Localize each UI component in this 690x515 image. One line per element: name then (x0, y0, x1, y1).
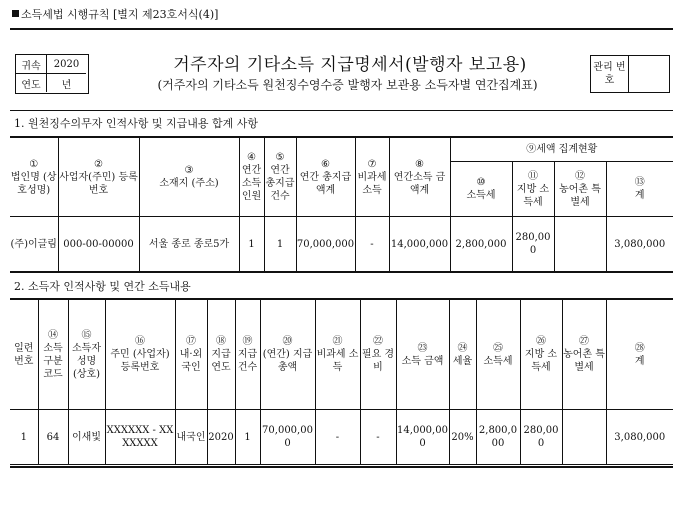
s1-header-total-paid: ⑥ 연간 총지급액계 (296, 138, 355, 217)
s2-cell-nationality: 내국인 (175, 410, 207, 465)
s2-header-income-tax: ㉕ 소득세 (476, 300, 520, 410)
s1-header-sum: ⑬ 계 (606, 162, 673, 217)
management-number-label: 관리 번호 (591, 56, 629, 92)
management-number-box (590, 55, 670, 93)
s2-header-sum: ㉘ 계 (606, 300, 673, 410)
s1-header-income-total: ⑧ 연간소득 금액계 (389, 138, 450, 217)
s2-header-nontaxable: ㉑ 비과세 소득 (315, 300, 360, 410)
s1-cell-local-tax: 280,000 (512, 217, 554, 272)
section-2-table (10, 299, 673, 465)
s1-header-address: ③ 소재지 (주소) (139, 138, 239, 217)
s1-header-corp-name: ① 법인명 (상호성명) (10, 138, 58, 217)
s1-header-rural-tax: ⑫ 농어촌 특별세 (554, 162, 606, 217)
management-number-value[interactable] (629, 56, 669, 92)
s2-cell-total-paid: 70,000,000 (260, 410, 315, 465)
s1-header-persons: ④ 연간 소득 인원 (239, 138, 264, 217)
s2-header-serial: 일련 번호 (10, 300, 38, 410)
s1-cell-total-paid: 70,000,000 (296, 217, 355, 272)
s1-cell-sum: 3,080,000 (606, 217, 673, 272)
s2-cell-income-amount: 14,000,000 (396, 410, 449, 465)
s1-cell-nontaxable: - (355, 217, 389, 272)
s1-cell-corp-name: (주)이글림 (10, 217, 58, 272)
form-frame (10, 28, 673, 468)
section-2-title-text: 2. 소득자 인적사항 및 연간 소득내용 (14, 279, 191, 293)
s2-header-total-paid: ⑳ (연간) 지급 총액 (260, 300, 315, 410)
s1-cell-reg-no: 000-00-00000 (58, 217, 139, 272)
square-bullet-icon (12, 10, 19, 17)
s2-cell-expenses: - (360, 410, 396, 465)
s2-cell-tax-rate: 20% (449, 410, 476, 465)
s2-cell-name: 이새빛 (68, 410, 105, 465)
s2-header-nationality: ⑰ 내·외국인 (175, 300, 207, 410)
year-value: 2020 (46, 55, 86, 74)
s2-cell-serial: 1 (10, 410, 38, 465)
s2-header-code: ⑭ 소득 구분 코드 (38, 300, 68, 410)
s2-header-tax-rate: ㉔ 세율 (449, 300, 476, 410)
s2-cell-sum: 3,080,000 (606, 410, 673, 465)
s1-cell-income-total: 14,000,000 (389, 217, 450, 272)
form-caption (12, 6, 218, 22)
section-2-title (10, 272, 673, 299)
s2-header-pay-count: ⑲ 지급 건수 (235, 300, 260, 410)
s1-header-nontaxable: ⑦ 비과세 소득 (355, 138, 389, 217)
s1-header-local-tax: ⑪ 지방 소득세 (512, 162, 554, 217)
s1-cell-income-tax: 2,800,000 (450, 217, 512, 272)
s1-header-income-tax: ⑩ 소득세 (450, 162, 512, 217)
s2-cell-pay-count: 1 (235, 410, 260, 465)
s1-header-count: ⑤ 연간 총지급 건수 (264, 138, 296, 217)
s1-header-reg-no: ② 사업자(주민) 등록번호 (58, 138, 139, 217)
s2-header-local-tax: ㉖ 지방 소득세 (520, 300, 562, 410)
attribution-year-box (15, 54, 89, 94)
year-label-2: 연도 (21, 79, 41, 91)
s2-cell-local-tax: 280,000 (520, 410, 562, 465)
s1-cell-count: 1 (264, 217, 296, 272)
form-header (10, 30, 673, 111)
section-1-table (10, 137, 673, 272)
form-subtitle: (거주자의 기타소득 원천징수영수증 발행자 보관용 소득자별 연간집계표) (157, 78, 538, 92)
s1-cell-persons: 1 (239, 217, 264, 272)
s2-cell-reg-no: XXXXXX - XXXXXXX (105, 410, 175, 465)
s1-header-tax-group: ⑨세액 집계현황 (450, 138, 673, 162)
s2-cell-rural-tax (562, 410, 606, 465)
s2-cell-income-tax: 2,800,000 (476, 410, 520, 465)
s2-header-rural-tax: ㉗ 농어촌 특별세 (562, 300, 606, 410)
year-suffix: 년 (46, 74, 86, 92)
s2-header-income-amount: ㉓ 소득 금액 (396, 300, 449, 410)
s2-header-expenses: ㉒ 필요 경비 (360, 300, 396, 410)
caption-text: 소득세법 시행규칙 [별지 제23호서식(4)] (21, 8, 219, 21)
year-label: 귀속 (16, 55, 46, 74)
section-1-title-text: 1. 원천징수의무자 인적사항 및 지급내용 합계 사항 (14, 117, 258, 130)
s2-cell-nontaxable: - (315, 410, 360, 465)
s2-header-reg-no: ⑯ 주민 (사업자) 등록번호 (105, 300, 175, 410)
s1-cell-rural-tax (554, 217, 606, 272)
s1-cell-address: 서울 종로 종로5가 (139, 217, 239, 272)
s2-cell-code: 64 (38, 410, 68, 465)
section-1-title (10, 110, 673, 137)
form-title: 거주자의 기타소득 지급명세서(발행자 보고용) (173, 55, 527, 75)
s2-header-name: ⑮ 소득자 성명 (상호) (68, 300, 105, 410)
s2-cell-pay-year: 2020 (207, 410, 235, 465)
s2-header-pay-year: ⑱ 지급 연도 (207, 300, 235, 410)
